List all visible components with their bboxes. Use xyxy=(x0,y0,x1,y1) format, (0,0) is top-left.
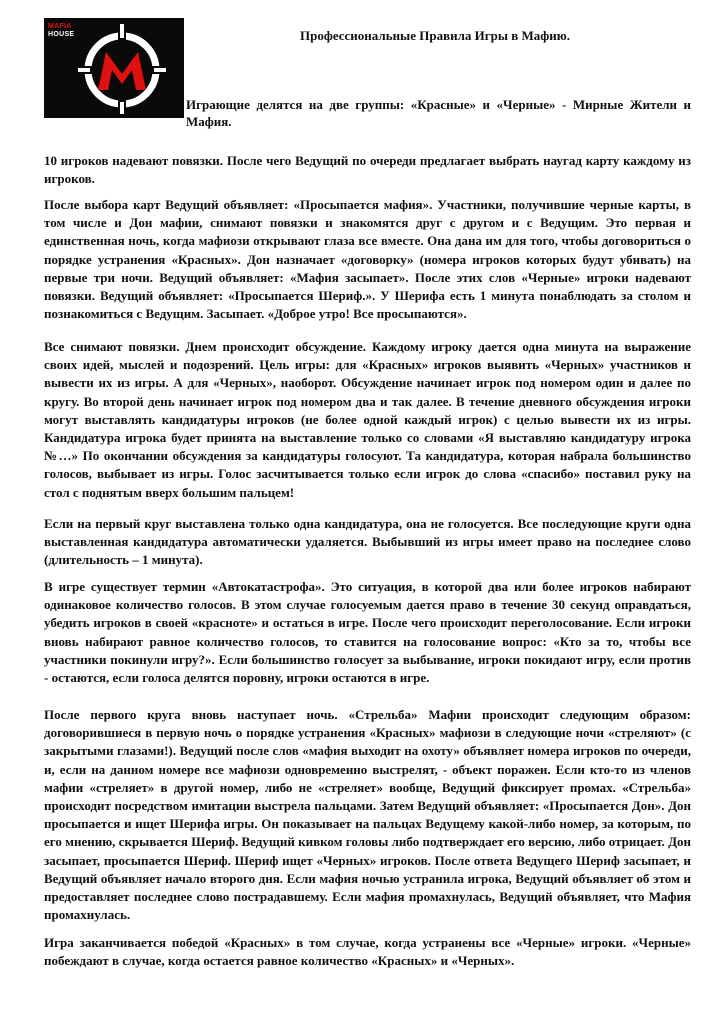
paragraph-first-round: Если на первый круг выставлена только одна кандидатура, она не голосуется. Все последующие круги одна выставленная кандидатура автоматически удаляется. Выбывший из игры имеет право на последнее слово (длительность – 1 минута). xyxy=(44,516,691,568)
mafia-house-logo xyxy=(44,18,184,118)
paragraph-day-discussion: Все снимают повязки. Днем происходит обсуждение. Каждому игроку дается одна минута на выражение своих идей, мыслей и подозрений. Цель игры: для «Красных» игроков выявить «Черных» участников и вывести их из игры. А для «Черных», наоборот. Обсуждение начинает игрок под номером один и далее по кругу. Во второй день начинает игрок под номером два и так далее. В течение дневного обсуждения игроки могут выставлять кандидатуры игроков (не более одной каждый игрок) с целью вывести их из игры. Кандидатура игрока будет принята на выставление только со словами «Я выставляю кандидатуру игрока №…» По окончании обсуждения за кандидатуры голосуют. Та кандидатура, которая набрала большинство голосов, выбывает из игры. Голос засчитывается только если игрок до слова «спасибо» поставил руку на стол с поднятым вверх большим пальцем! xyxy=(44,339,691,500)
paragraph-game-end: Игра заканчивается победой «Красных» в том случае, когда устранены все «Черные» игроки. «Черные» побеждают в случае, когда остается равное количество «Красных» и «Черных». xyxy=(44,935,691,969)
paragraph-night-shooting: После первого круга вновь наступает ночь. «Стрельба» Мафии происходит следующим образом: договорившиеся в первую ночь о порядке устранения «Красных» мафиози в следующие ночи «стреляют» (с закрытыми глазами!). Ведущий после слов «мафия выходит на охоту» объявляет номера игроков по очереди, и, если на данном номере все мафиози одновременно выстрелят, - объект поражен. Если кто-то из членов мафии «стреляет» в другой номер, либо не «стреляет» вообще, Ведущий фиксирует промах. «Стрельба» происходит посредством имитации выстрела пальцами. Затем Ведущий объявляет: «Просыпается Дон». Дон просыпается и ищет Шерифа игры. Он показывает на пальцах Ведущему какой-либо номер, за которым, по его мнению, скрывается Шериф. Ведущий кивком головы либо подтверждает его версию, либо отрицает. Дон засыпает, просыпается Шериф. Шериф ищет «Черных» игроков. После ответа Ведущего Шериф засыпает, и Ведущий объявляет начало второго дня. Если мафия ночью устранила игрока, Ведущий объявляет об этом и предоставляет последнее слово пострадавшему. Если мафия промахнулась, Ведущий объявляет, что Мафия промахнулась. xyxy=(44,707,691,923)
document-title: Профессиональные Правила Игры в Мафию. xyxy=(300,28,570,43)
paragraph-first-night: После выбора карт Ведущий объявляет: «Просыпается мафия». Участники, получившие черные карты, в том числе и Дон мафии, снимают повязки и знакомятся друг с другом и с Ведущим. Это первая и единственная ночь, когда мафиози открывают глаза все вместе. Она дана им для того, чтобы договориться о порядке устранения «Красных». Дон назначает «договорку» (номера игроков которых будут убивать) на первые три ночи. Ведущий объявляет: «Мафия засыпает». После этих слов «Черные» игроки надевают повязки. Ведущий объявляет: «Просыпается Шериф.». У Шерифа есть 1 минута понаблюдать за столом и познакомиться с Ведущим. Засыпает. «Доброе утро! Все просыпаются». xyxy=(44,197,691,322)
intro-paragraph: Играющие делятся на две группы: «Красные» и «Черные» - Мирные Жители и Мафия. xyxy=(186,97,691,129)
paragraph-players: 10 игроков надевают повязки. После чего Ведущий по очереди предлагает выбрать наугад карту каждому из игроков. xyxy=(44,153,691,187)
logo-wordmark: MAFIA HOUSE xyxy=(48,23,75,38)
paragraph-autocatastrophe: В игре существует термин «Автокатастрофа». Это ситуация, в которой два или более игроков набирают одинаковое количество голосов. В этом случае голосуемым дается право в течение 30 секунд оправдаться, убедить игроков в своей «красноте» и остаться в игре. После чего происходит переголосование. Если игроки вновь набирают равное количество голосов, то ставится на голосование вопрос: «Кто за то, чтобы все участники покинули игру?». Если большинство голосует за выбывание, игроки покидают игру, если против - остаются, если голоса делятся поровну, игроки остаются в игре. xyxy=(44,579,691,686)
